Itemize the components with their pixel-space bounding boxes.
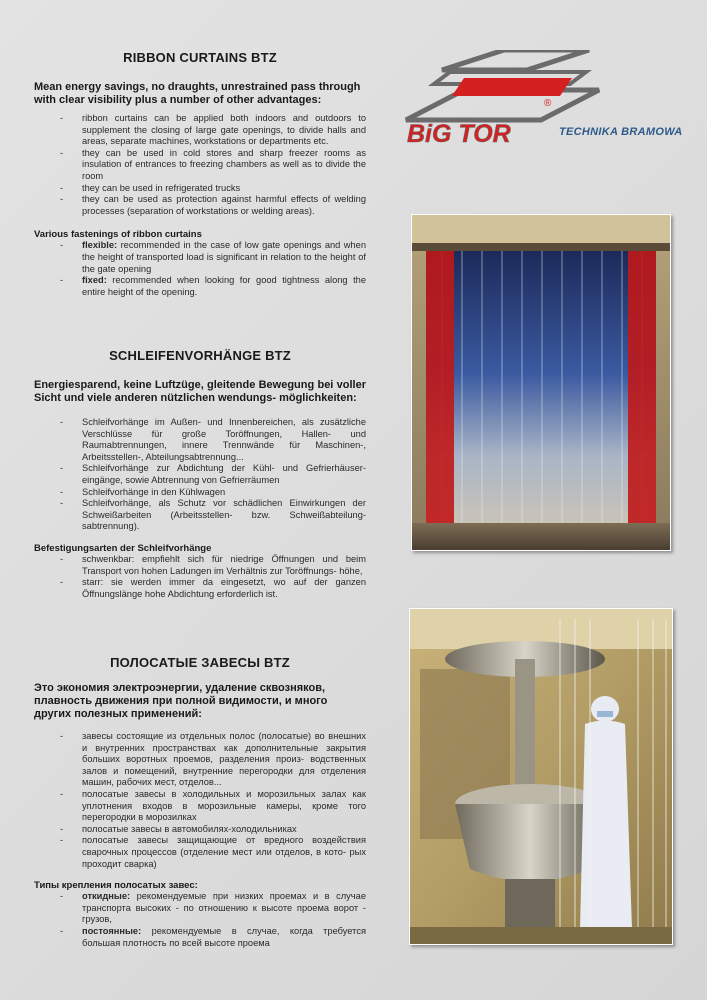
list-item: - they can be used in cold stores and sharp freezer rooms as insulation of entrances to freezing chambers as well as to divide the room [34,148,366,183]
list-item [34,891,366,926]
cleanroom-illustration [410,609,672,944]
english-title: RIBBON CURTAINS BTZ [123,50,277,65]
english-fastenings-title: Various fastenings of ribbon curtains [34,229,202,241]
english-lead: Mean energy savings, no draughts, unrestrained pass through with clear visibility plus a number of other advantages: [34,81,361,106]
german-fastenings-title: Befestigungsarten der Schleifvorhänge [34,542,212,554]
german-section [34,348,366,600]
russian-title: ПОЛОСАТЫЕ ЗАВЕСЫ BTZ [110,655,290,670]
list-item [34,554,366,577]
curtain-gate-illustration [412,215,670,550]
fastening-key: откидные: [82,891,131,902]
fastening-key: постоянные: [82,925,142,936]
floor [412,523,670,550]
russian-fastenings-title: Типы крепления полосатых завес: [34,880,198,892]
curtain-gate-photo [411,214,671,551]
red-edge-strips-left [426,251,454,523]
floor [410,927,672,944]
german-lead: Energiesparend, keine Luftzüge, gleitende Bewegung bei voller Sicht und viele anderen nützlichen wendungs- möglichkeiten: [34,379,366,404]
list-item: - ribbon curtains can be applied both indoors and outdoors to supplement the closing of large gate openings, to divide halls and areas, separate machines, workstations or departments etc. [34,113,366,148]
registered-mark: ® [544,98,552,109]
fastening-key: fixed: [82,275,107,286]
english-fastenings [34,240,366,298]
russian-fastenings [34,891,366,949]
english-section [34,50,366,298]
logo-frame-top [442,50,589,70]
list-item: - Schleifvorhänge, als Schutz vor schädlichen Einwirkungen der Schweißarbeiten (Arbeitsstellen- bzw. Schweißabteilung- sabtrennung). [34,498,366,533]
list-item: - they can be used as protection against harmful effects of welding processes (separation of workstations or welding areas). [34,194,366,217]
list-item: - Schleifvorhänge zur Abdichtung der Kühl- und Gefrierhäuser- eingänge, sowie Abtrennung von Gefrierräumen [34,463,366,486]
list-item: - Schleifvorhänge in den Kühlwagen [34,487,366,499]
list-item [34,275,366,298]
russian-section [34,655,366,949]
fastening-text: рекомендуемые при низких проемах и в случае транспорта высоких - по отношению к высоте проема ворот - грузов, [82,891,366,925]
list-item: - Schleifvorhänge im Außen- und Innenbereichen, als zusätzliche Verschlüsse für große Toröffnungen, Hallen- und Raumabtrennungen, innere Trennwände für Maschinen-, Arbeitsstellen-, Abteilungsabtrennung... [34,417,366,463]
list-item: - they can be used in refrigerated trucks [34,183,366,195]
worker-mask [597,711,613,717]
russian-lead: Это экономия электроэнергии, удаление сквозняков, плавность движения при полной видимости, и много других полезных применений: [34,682,328,720]
vessel-base [505,879,555,929]
top-rail [412,243,670,251]
german-bullets [34,417,366,533]
logo-red-bar [452,78,572,96]
russian-bullets [34,731,366,870]
fastening-text: recommended in the case of low gate openings and when the height of transported load is significant in relation to the height of the gate opening [82,240,366,274]
logo-wordmark: BiG TOR [407,120,511,148]
vessel-shaft [515,659,535,789]
list-item: - завесы состоящие из отдельных полос (полосатые) во внешних и внутренних пространствах как дополнительные закрытия больших воротных проемов, разделения произ- водственных залов и помещений, внутренние перегородки для отделения машин, рабочих мест, отделов... [34,731,366,789]
fastening-text: starr: sie werden immer da eingesetzt, wo auf der ganzen Öffnungslänge hohe Abdichtung erforderlich ist. [82,577,366,599]
tagline: TECHNIKA BRAMOWA [559,126,683,138]
fastening-text: schwenkbar: empfiehlt sich für niedrige Öffnungen und beim Transport von hohen Ladungen im Verhältnis zur Toröffnungs- höhe, [82,553,366,576]
german-fastenings [34,554,366,600]
cleanroom-photo [409,608,673,945]
english-bullets [34,113,366,217]
list-item [34,240,366,275]
fastening-text: рекомендуемые в случае, когда требуется большая плотность по всей высоте проема [82,925,366,948]
worker-gown [580,721,632,930]
list-item [34,577,366,600]
german-title: SCHLEIFENVORHÄNGE BTZ [109,348,291,363]
list-item: - полосатые завесы в холодильных и морозильных залах как уплотнения входов в морозильные камеры, кроме того перегородки в морозилках [34,789,366,824]
list-item [34,926,366,949]
fastening-key: flexible: [82,240,118,251]
list-item: - полосатые завесы в автомобилях-холодильниках [34,824,366,836]
red-edge-strips-right [628,251,656,523]
ceiling [412,215,670,245]
fastening-text: recommended when looking for good tightness along the entire height of the opening. [82,275,366,297]
list-item: - полосатые завесы защищающие от вредного воздействия сварочных процессов (отделение мест или отделов, в кото- рых проходит сварка) [34,835,366,870]
worker-head [591,696,619,722]
